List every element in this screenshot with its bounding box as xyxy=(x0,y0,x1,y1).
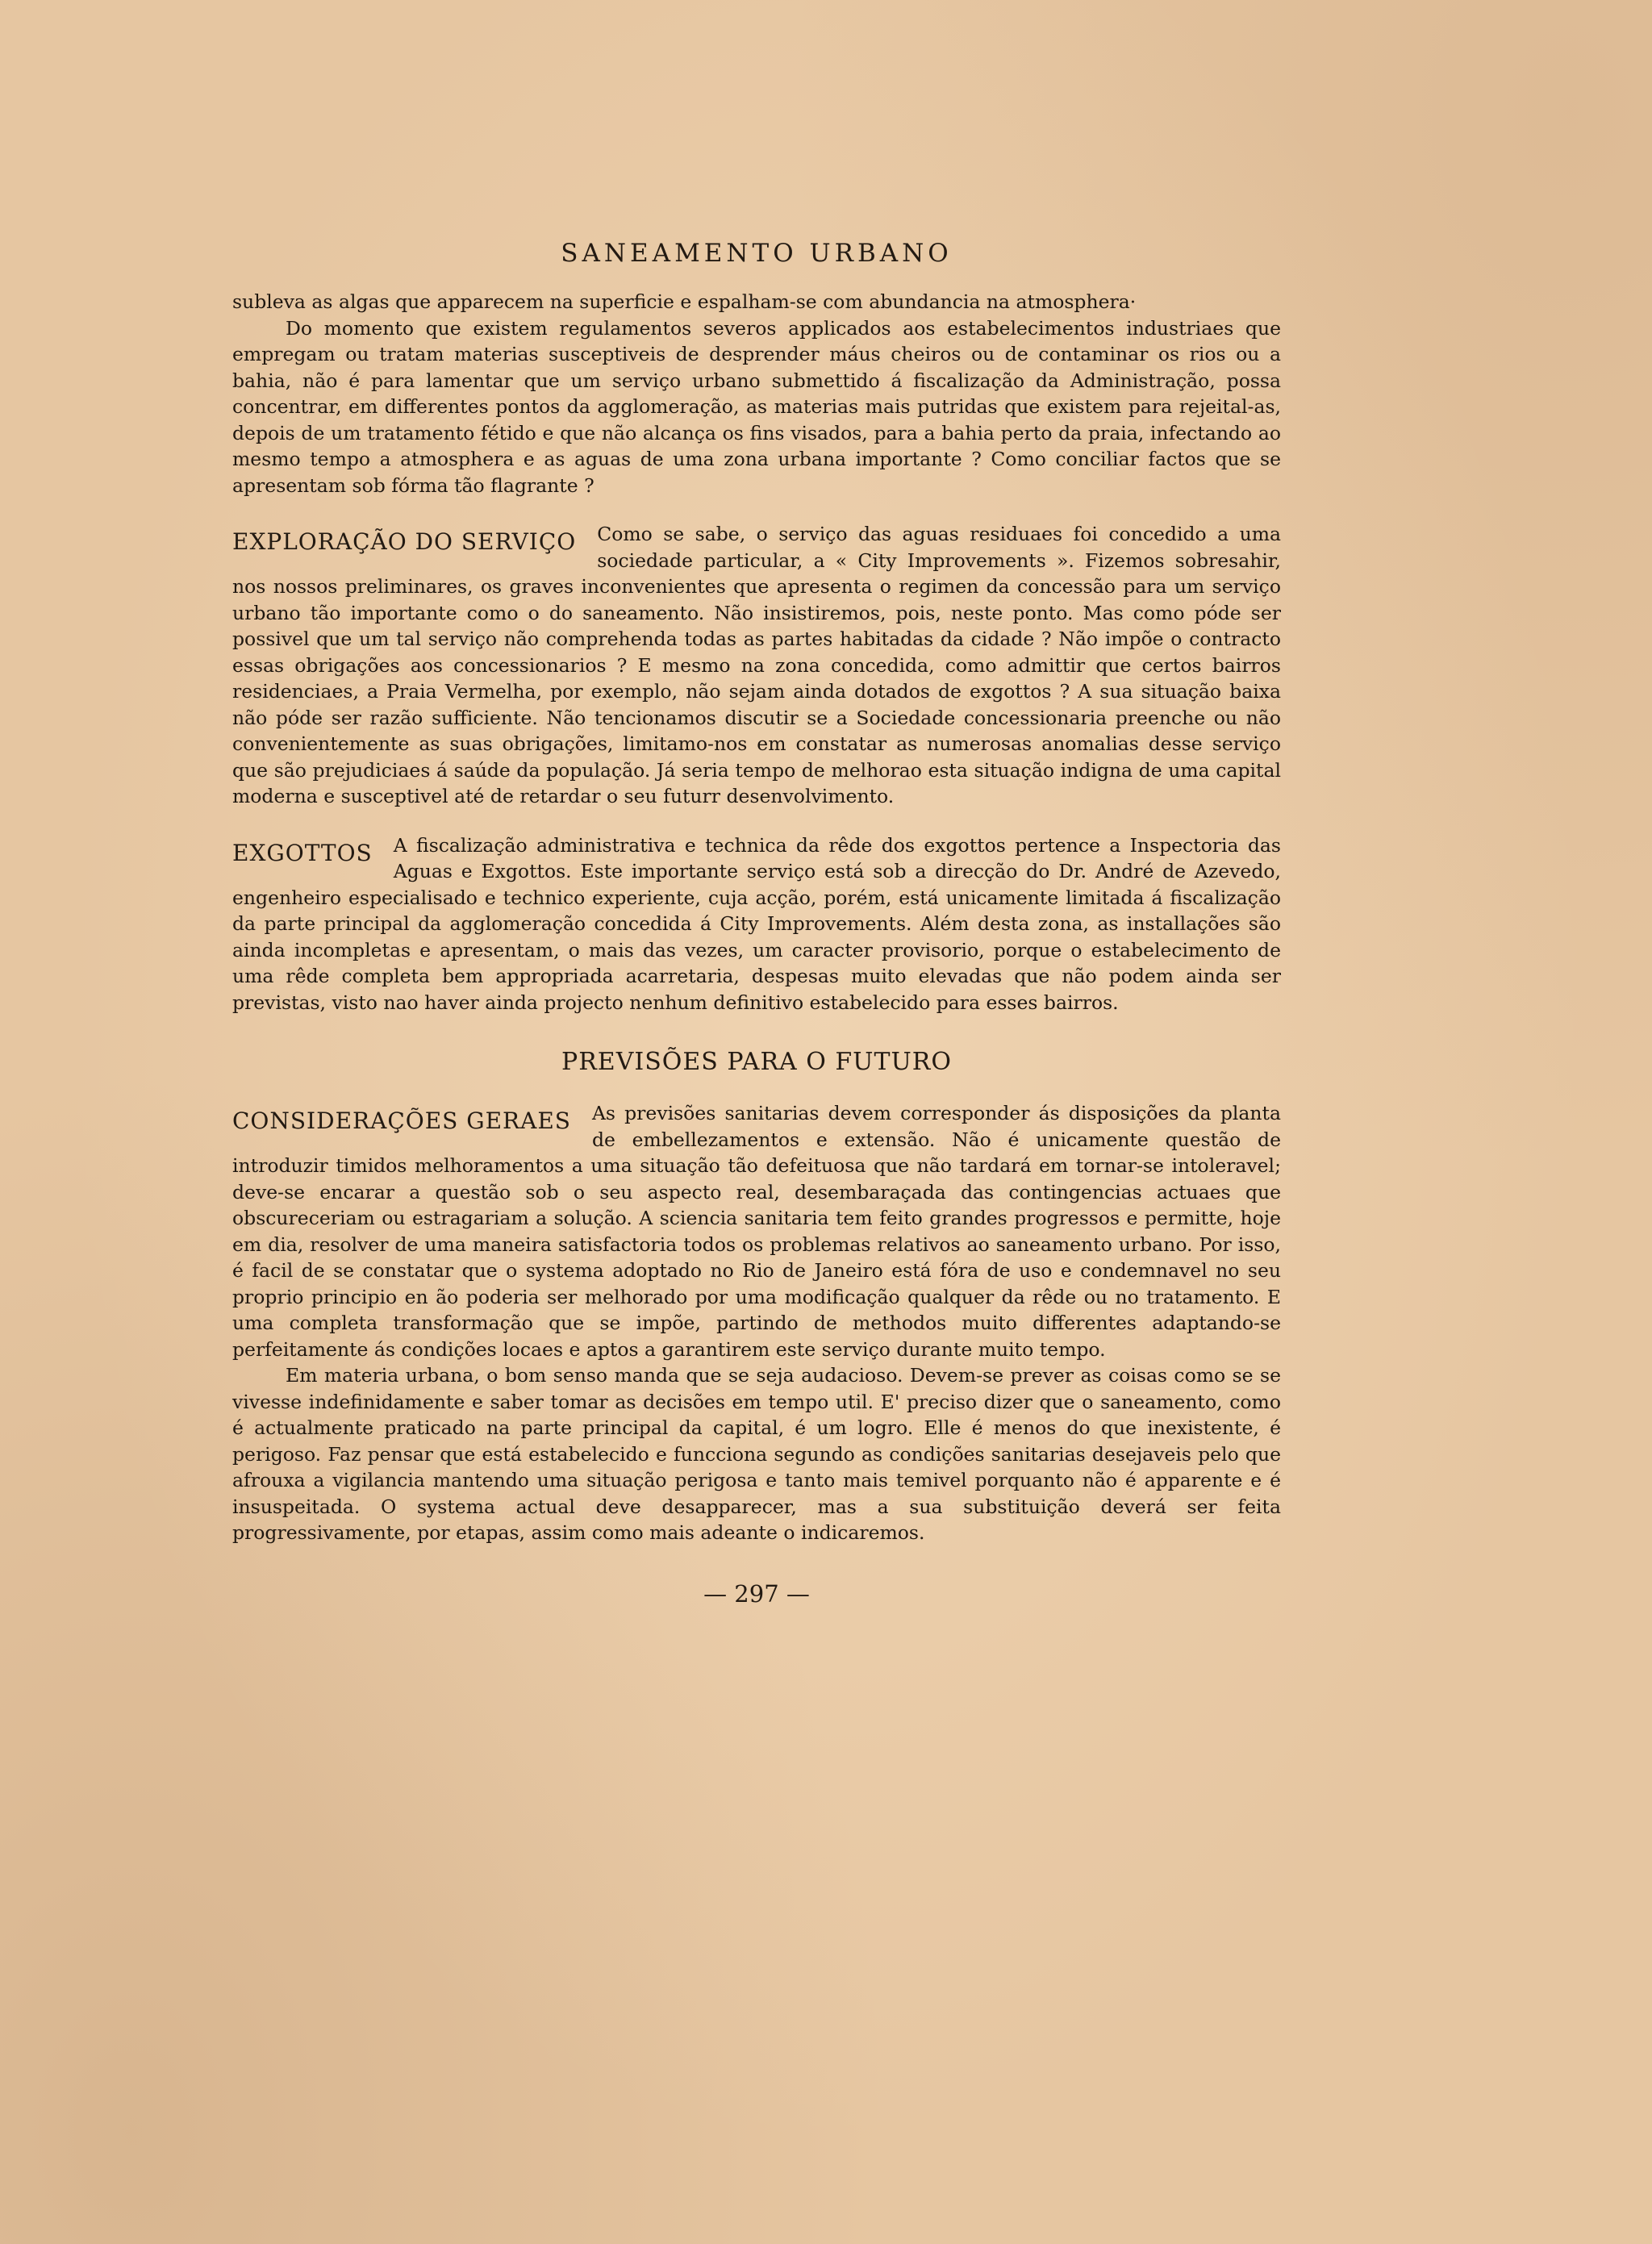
section-title: PREVISÕES PARA O FUTURO xyxy=(561,1048,952,1076)
spacer xyxy=(232,498,1281,521)
spacer xyxy=(232,810,1281,832)
exploracao-text: Como se sabe, o serviço das aguas residuaes foi concedido a uma sociedade particular, a « City Improvements ». Fizemos sobresahir, nos nossos preliminares, os graves inconvenientes que apresenta o regimen da concessão para um serviço urbano tão importante como o do saneamento. Não insistiremos, pois, neste ponto. Mas como póde ser possivel que um tal serviço não comprehenda todas as partes habitadas da cidade ? Não impõe o contracto essas obrigações aos concessionarios ? E mesmo na zona concedida, como admittir que certos bairros residenciaes, a Praia Vermelha, por exemplo, não sejam ainda dotados de exgottos ? A sua situação baixa não póde ser razão sufficiente. Não tencionamos discutir se a Sociedade concessionaria preenche ou não convenientemente as suas obrigações, limitamo-nos em constatar as numerosas anomalias desse serviço que são prejudiciaes á saúde da população. Já seria tempo de melhorao esta situação indigna de uma capital moderna e susceptivel até de retardar o seu futurr desenvolvimento. xyxy=(232,523,1281,807)
exgottos-heading: EXGOTTOS xyxy=(232,839,373,866)
intro-paragraph-2: Do momento que existem regulamentos severos applicados aos estabelecimentos industriaes que empregam ou tratam materias susceptiveis de desprender máus cheiros ou de contaminar os rios ou a bahia, não é para lamentar que um serviço urbano submettido á fiscalização da Administração, possa concentrar, em differentes pontos da agglomeração, as materias mais putridas que existem para rejeital-as, depois de um tratamento fétido e que não alcança os fins visados, para a bahia perto da praia, infectando ao mesmo tempo a atmosphera e as aguas de uma zona urbana importante ? Como conciliar factos que se apresentam sob fórma tão flagrante ? xyxy=(232,316,1281,497)
section-exploracao xyxy=(232,521,1281,810)
exploracao-heading: EXPLORAÇÃO DO SERVIÇO xyxy=(232,528,577,555)
page-number: — 297 — xyxy=(703,1579,810,1608)
consideracoes-paragraph-2: Em materia urbana, o bom senso manda que se seja audacioso. Devem-se prever as coisas como se se vivesse indefinidamente e saber tomar as decisões em tempo util. E' preciso dizer que o saneamento, como é actualmente praticado na parte principal da capital, é um logro. Elle é menos do que inexistente, é perigoso. Faz pensar que está estabelecido e funcciona segundo as condições sanitarias desejaveis pelo que afrouxa a vigilancia mantendo uma situação perigosa e tanto mais temivel porquanto não é apparente e é insuspeitada. O systema actual deve desapparecer, mas a sua substituição deverá ser feita progressivamente, por etapas, assim como mais adeante o indicaremos. xyxy=(232,1364,1281,1544)
section-consideracoes xyxy=(232,1100,1281,1546)
page-content xyxy=(232,239,1281,1608)
consideracoes-heading: CONSIDERAÇÕES GERAES xyxy=(232,1107,571,1134)
running-head: SANEAMENTO URBANO xyxy=(561,239,953,268)
consideracoes-text: As previsões sanitarias devem corresponder ás disposições da planta de embellezamentos e extensão. Não é unicamente questão de introduzir timidos melhoramentos a uma situação tão defeituosa que não tardará em tornar-se intoleravel; deve-se encarar a questão sob o seu aspecto real, desembaraçada das contingencias actuaes que obscureceriam ou estragariam a solução. A sciencia sanitaria tem feito grandes progressos e permitte, hoje em dia, resolver de uma maneira satisfactoria todos os problemas relativos ao saneamento urbano. Por isso, é facil de se constatar que o systema adoptado no Rio de Janeiro está fóra de uso e condemnavel no seu proprio principio en ão poderia ser melhorado por uma modificação qualquer da rêde ou no tratamento. E uma completa transformação que se impõe, partindo de methodos muito differentes adaptando-se perfeitamente ás condições locaes e aptos a garantirem este serviço durante muito tempo. xyxy=(232,1102,1281,1361)
exgottos-text: A fiscalização administrativa e technica da rêde dos exgottos pertence a Inspectoria das Aguas e Exgottos. Este importante serviço está sob a direcção do Dr. André de Azevedo, engenheiro especialisado e technico experiente, cuja acção, porém, está unicamente limitada á fiscalização da parte principal da agglomeração concedida á City Improvements. Além desta zona, as installações são ainda incompletas e apresentam, o mais das vezes, um caracter provisorio, porque o estabelecimento de uma rêde completa bem appropriada acarretaria, despesas muito elevadas que não podem ainda ser previstas, visto nao haver ainda projecto nenhum definitivo estabelecido para esses bairros. xyxy=(232,833,1281,1014)
intro-paragraph-1: subleva as algas que apparecem na superficie e espalham-se com abundancia na atmosphera· xyxy=(232,290,1137,313)
section-exgottos xyxy=(232,832,1281,1016)
